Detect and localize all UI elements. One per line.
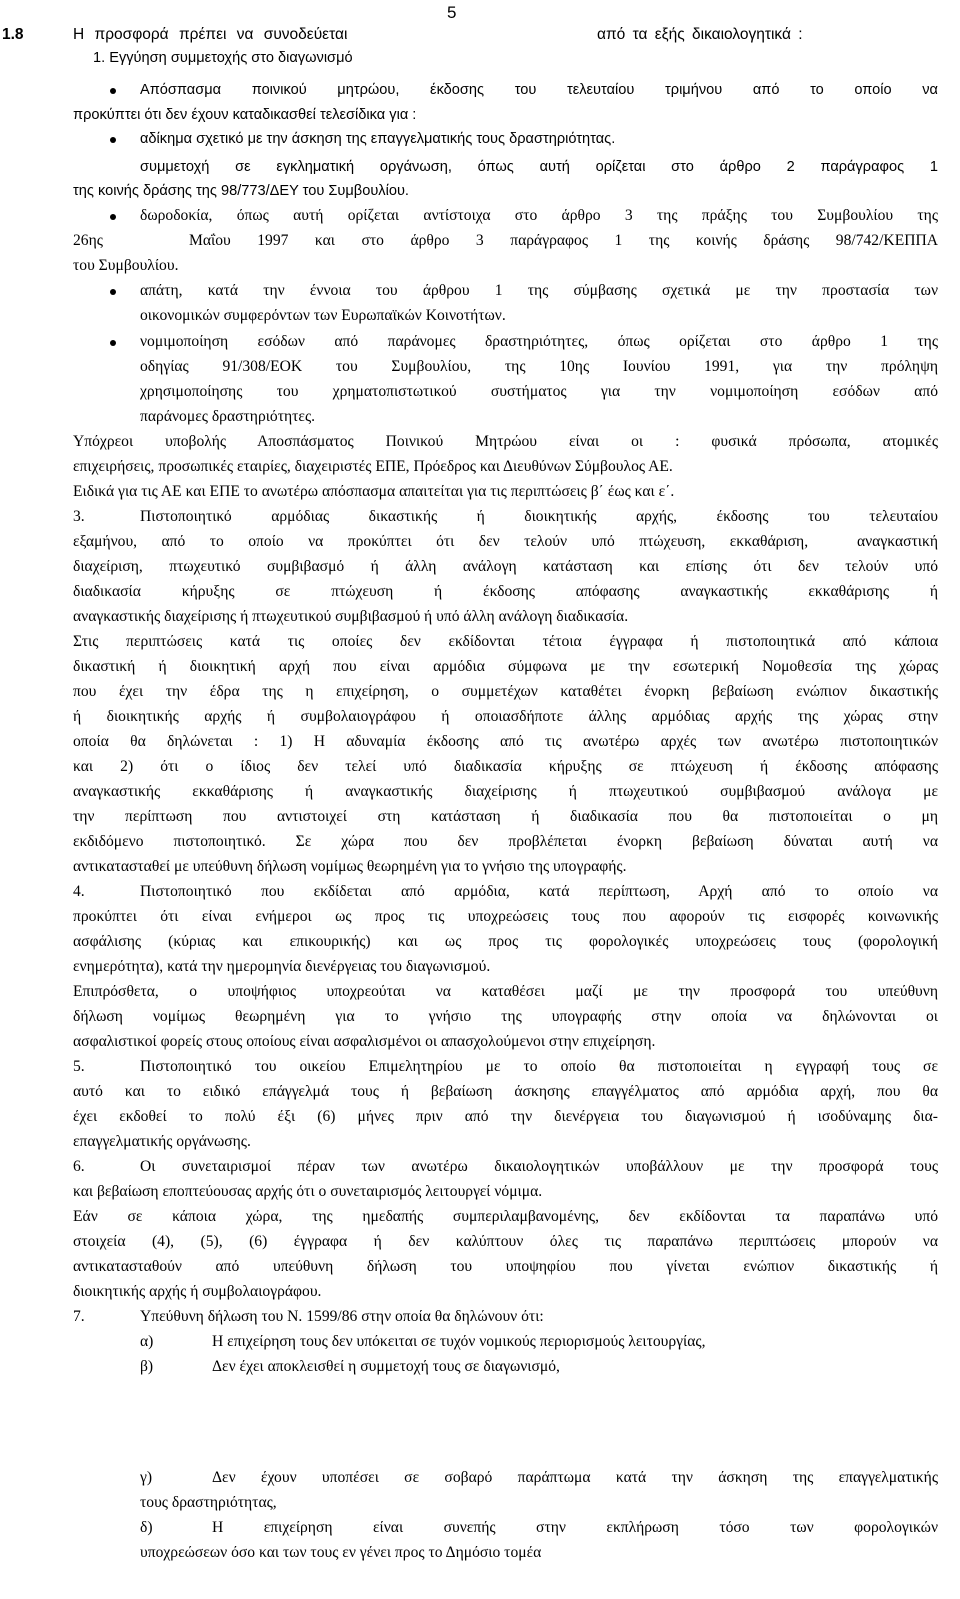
- item7-number: 7.: [73, 1308, 85, 1325]
- item3-line3: διαχείριση, πτωχευτικό συμβιβασμό ή άλλη ανάλογη κατάσταση και επίσης ότι δεν τελούν υπό: [73, 558, 938, 575]
- item1-intro-line1: Απόσπασμα ποινικού μητρώου, έκδοσης του τελευταίου τριμήνου από το οποίο να: [140, 82, 938, 98]
- item5-line4: επαγγελματικής οργάνωσης.: [73, 1133, 251, 1150]
- cases-line3: που έχει την έδρα της η επιχείρηση, ο συμμετέχων καταθέτει ένορκη βεβαίωση ενώπιον δικαστικής: [73, 683, 938, 700]
- obligated-line2: επιχειρήσεις, προσωπικές εταιρίες, διαχειριστές ΕΠΕ, Πρόεδρος και Διευθύνων Σύμβουλος ΑΕ.: [73, 458, 673, 475]
- item3-number: 3.: [73, 508, 85, 525]
- item7-c-label: γ): [140, 1469, 153, 1486]
- item1-bullet3-line3: του Συμβουλίου.: [73, 257, 179, 274]
- item7-c-text: Δεν έχουν υποπέσει σε σοβαρό παράπτωμα κατά την άσκηση της επαγγελματικής: [212, 1469, 938, 1486]
- item7-c-line2: τους δραστηριότητας,: [140, 1494, 277, 1511]
- obligated-line3: Ειδικά για τις ΑΕ και ΕΠΕ το ανωτέρω απόσπασμα απαιτείται για τις περιπτώσεις β΄ έως και ε΄.: [73, 483, 675, 500]
- item1-intro-line2: προκύπτει ότι δεν έχουν καταδικασθεί τελεσίδικα για :: [73, 107, 417, 123]
- item5-line1: Πιστοποιητικό του οικείου Επιμελητηρίου με το οποίο θα πιστοποιείται η εγγραφή τους σε: [140, 1058, 938, 1075]
- item7-a-text: Η επιχείρηση τους δεν υπόκειται σε τυχόν νομικούς περιορισμούς λειτουργίας,: [212, 1333, 706, 1350]
- item1-bullet5-line2: οδηγίας 91/308/ΕΟΚ του Συμβουλίου, της 10ης Ιουνίου 1991, για την πρόληψη: [140, 358, 938, 375]
- bullet-icon: [110, 214, 116, 220]
- item1-bullet2-line2: της κοινής δράσης της 98/773/ΔΕΥ του Συμβουλίου.: [73, 183, 409, 199]
- additionally-line2: δήλωση νομίμως θεωρημένη για το γνήσιο της υπογραφής στην οποία να δηλώνονται οι: [73, 1008, 938, 1025]
- cases-line9: εκδιδόμενο πιστοποιητικό. Σε χώρα που δεν προβλέπεται ένορκη βεβαίωση δύναται αυτή να: [73, 833, 938, 850]
- country-line4: διοικητικής αρχής ή συμβολαιογράφου.: [73, 1283, 322, 1300]
- item4-number: 4.: [73, 883, 85, 900]
- item7-d-text: Η επιχείρηση είναι συνεπής στην εκπλήρωση τόσο των φορολογικών: [212, 1519, 938, 1536]
- country-line1: Εάν σε κάποια χώρα, της ημεδαπής συμπεριλαμβανομένης, δεν εκδίδονται τα παραπάνω υπό: [73, 1208, 938, 1225]
- item1-bullet4-line2: οικονομικών συμφερόντων των Ευρωπαϊκών Κοινοτήτων.: [140, 307, 506, 324]
- bullet-icon: [110, 88, 116, 94]
- cases-line10: αντικατασταθεί με υπεύθυνη δήλωση νομίμως θεωρημένη για το γνήσιο της υπογραφής.: [73, 858, 627, 875]
- cases-line1: Στις περιπτώσεις κατά τις οποίες δεν εκδίδονται τέτοια έγγραφα ή πιστοποιητικά από κάποια: [73, 633, 938, 650]
- item7-b-label: β): [140, 1358, 154, 1375]
- item1-bullet3-line2-b: Μαΐου 1997 και στο άρθρο 3 παράγραφος 1 της κοινής δράσης 98/742/ΚΕΠΠΑ: [189, 232, 938, 249]
- additionally-line3: ασφαλιστικοί φορείς στους οποίους είναι ασφαλισμένοι οι απασχολούμενοι στην επιχείρηση.: [73, 1033, 656, 1050]
- item7-line1: Υπεύθυνη δήλωση του Ν. 1599/86 στην οποία θα δηλώνουν ότι:: [140, 1308, 544, 1325]
- item3-line4: διαδικασία κήρυξης σε πτώχευση ή έκδοσης απόφασης αναγκαστικής εκκαθάρισης ή: [73, 583, 938, 600]
- item1-title: 1. Εγγύηση συμμετοχής στο διαγωνισμό: [93, 50, 353, 66]
- item4-line1: Πιστοποιητικό που εκδίδεται από αρμόδια, κατά περίπτωση, Αρχή από το οποίο να: [140, 883, 938, 900]
- item3-line1: Πιστοποιητικό αρμόδιας δικαστικής ή διοικητικής αρχής, έκδοσης του τελευταίου: [140, 508, 938, 525]
- cases-line2: δικαστική ή διοικητική αρχή που είναι αρμόδια σύμφωνα με την εσωτερική Νομοθεσία της χώρας: [73, 658, 938, 675]
- item5-number: 5.: [73, 1058, 85, 1075]
- country-line3: αντικατασταθούν από υπεύθυνη δήλωση του υποψηφίου που γίνεται ενώπιον δικαστικής ή: [73, 1258, 938, 1275]
- item1-bullet2-line1: συμμετοχή σε εγκληματική οργάνωση, όπως αυτή ορίζεται στο άρθρο 2 παράγραφος 1: [140, 159, 938, 175]
- item5-line3: έχει εκδοθεί το πολύ έξι (6) μήνες πριν από την διενέργεια του διαγωνισμού ή ισοδύναμης δια-: [73, 1108, 938, 1125]
- item1-bullet5-line3: χρησιμοποίησης του χρηματοπιστωτικού συστήματος για την νομιμοποίηση εσόδων από: [140, 383, 938, 400]
- item1-bullet4-line1: απάτη, κατά την έννοια του άρθρου 1 της σύμβασης σχετικά με την προστασία των: [140, 282, 938, 299]
- item4-line4: ενημερότητα), κατά την ημερομηνία διενέργειας του διαγωνισμού.: [73, 958, 491, 975]
- item3-line5: αναγκαστικής διαχείρισης ή πτωχευτικού συμβιβασμού ή υπό άλλη ανάλογη διαδικασία.: [73, 608, 629, 625]
- item4-line3: ασφάλισης (κύριας και επικουρικής) και ως προς τις φορολογικές υποχρεώσεις τους (φορολογική: [73, 933, 938, 950]
- item7-a-label: α): [140, 1333, 154, 1350]
- cases-line7: αναγκαστικής εκκαθάρισης ή αναγκαστικής διαχείρισης ή πτωχευτικού συμβιβασμού ανάλογα με: [73, 783, 938, 800]
- item7-b-text: Δεν έχει αποκλεισθεί η συμμετοχή τους σε διαγωνισμό,: [212, 1358, 560, 1375]
- item1-bullet5-line1: νομιμοποίηση εσόδων από παράνομες δραστηριότητες, όπως ορίζεται στο άρθρο 1 της: [140, 333, 938, 350]
- item3-line2-text: εξαμήνου, από το οποίο να προκύπτει ότι δεν τελούν υπό πτώχευση, εκκαθάριση, αναγκαστική: [73, 533, 938, 550]
- country-line2: στοιχεία (4), (5), (6) έγγραφα ή δεν καλύπτουν όλες τις παραπάνω περιπτώσεις μπορούν να: [73, 1233, 938, 1250]
- bullet-icon: [110, 289, 116, 295]
- item6-line2: και βεβαίωση εποπτεύουσας αρχής ότι ο συνεταιρισμός λειτουργεί νόμιμα.: [73, 1183, 543, 1200]
- additionally-line1: Επιπρόσθετα, ο υποψήφιος υποχρεούται να καταθέσει μαζί με την προσφορά του υπεύθυνη: [73, 983, 938, 1000]
- item1-bullet3-line1: δωροδοκία, όπως αυτή ορίζεται αντίστοιχα στο άρθρο 3 της πράξης του Συμβουλίου της: [140, 207, 938, 224]
- item1-bullet5-line4: παράνομες δραστηριότητες.: [140, 408, 316, 425]
- item6-line1: Οι συνεταιρισμοί πέραν των ανωτέρω δικαιολογητικών υποβάλλουν με την προσφορά τους: [140, 1158, 938, 1175]
- item5-line2: αυτό και το ειδικό επάγγελμά τους ή βεβαίωση άσκησης επαγγέλματος από αρμόδια αρχή, που θα: [73, 1083, 938, 1100]
- item3-line2: [73, 532, 938, 554]
- item7-d-line2: υποχρεώσεων όσο και των τους εν γένει προς το Δημόσιο τομέα: [140, 1544, 542, 1561]
- cases-line6: και 2) ότι ο ίδιος δεν τελεί υπό διαδικασία κήρυξης σε πτώχευση ή έκδοσης απόφασης: [73, 758, 938, 775]
- cases-line5: οποία θα δηλώνεται : 1) Η αδυναμία έκδοσης από τις ανωτέρω αρχές των ανωτέρω πιστοποιητικών: [73, 733, 938, 750]
- item1-bullet1: αδίκημα σχετικό με την άσκηση της επαγγελματικής τους δραστηριότητας.: [140, 131, 616, 147]
- section-title-part1: Η προσφορά πρέπει να συνοδεύεται: [73, 26, 348, 43]
- cases-line4: ή διοικητικής αρχής ή συμβολαιογράφου ή οποιασδήποτε άλλης αρμόδιας αρχής της χώρας στην: [73, 708, 938, 725]
- section-title-part2: από τα εξής δικαιολογητικά :: [597, 26, 803, 43]
- item6-number: 6.: [73, 1158, 85, 1175]
- item1-bullet3-line2-a: 26ης: [73, 232, 103, 249]
- bullet-icon: [110, 340, 116, 346]
- item7-d-label: δ): [140, 1519, 153, 1536]
- item4-line2: προκύπτει ότι είναι ενήμεροι ως προς τις υποχρεώσεις τους που αφορούν τις εισφορές κοινωνικής: [73, 908, 938, 925]
- cases-line8: την περίπτωση που αντιστοιχεί στη κατάσταση ή διαδικασία που θα πιστοποιείται ο μη: [73, 808, 938, 825]
- obligated-line1: Υπόχρεοι υποβολής Αποσπάσματος Ποινικού Μητρώου είναι οι : φυσικά πρόσωπα, ατομικές: [73, 433, 938, 450]
- page-number: 5: [447, 3, 457, 22]
- section-number: 1.8: [2, 26, 24, 43]
- bullet-icon: [110, 137, 116, 143]
